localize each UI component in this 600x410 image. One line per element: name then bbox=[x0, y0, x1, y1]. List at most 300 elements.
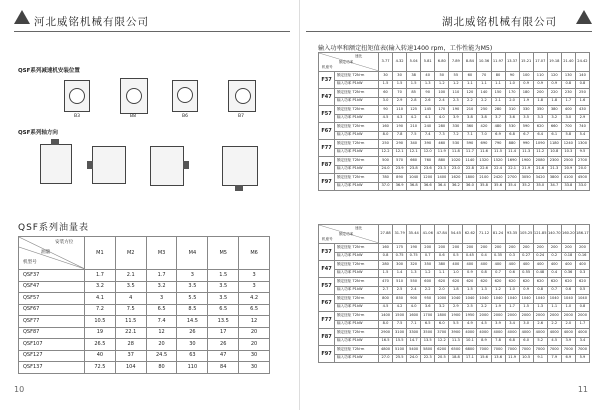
ratio-header: 8.84 bbox=[463, 53, 477, 72]
ratio-header: 15.21 bbox=[519, 53, 533, 72]
header-rule bbox=[14, 31, 290, 32]
oil-cell: 22.1 bbox=[115, 327, 146, 339]
oil-cell: 20 bbox=[239, 339, 270, 351]
power-cell: 10.8 bbox=[547, 148, 561, 157]
power-cell: 2.4 bbox=[435, 97, 449, 106]
power-cell: 2.0 bbox=[435, 286, 449, 295]
power-cell: 2.4 bbox=[407, 286, 421, 295]
power-cell: 620 bbox=[505, 278, 519, 287]
ratio-header: 11.97 bbox=[491, 53, 505, 72]
row-label: 额定扭矩 T2N·m bbox=[335, 261, 379, 270]
oil-cell: 13.5 bbox=[208, 316, 239, 328]
power-cell: 880 bbox=[505, 140, 519, 149]
power-cell: 1020 bbox=[449, 157, 463, 166]
row-label: 输入功率 P1kW bbox=[335, 303, 379, 312]
row-label: 额定扭矩 T2N·m bbox=[335, 174, 379, 183]
row-label: 额定扭矩 T2N·m bbox=[335, 106, 379, 115]
power-cell: 5.4 bbox=[575, 131, 589, 140]
power-cell: 400 bbox=[463, 261, 477, 270]
power-cell: 2.6 bbox=[421, 97, 435, 106]
company-name-right: 湖北威铭机械有限公司 bbox=[442, 16, 557, 28]
power-cell: 3.8 bbox=[463, 114, 477, 123]
power-cell: 3.5 bbox=[519, 114, 533, 123]
ratio-header: 31.79 bbox=[393, 225, 407, 244]
power-cell: 6.0 bbox=[435, 320, 449, 329]
oil-cell: 24.5 bbox=[146, 350, 177, 362]
power-cell: 0.8 bbox=[575, 80, 589, 89]
power-cell: 250 bbox=[477, 106, 491, 115]
power-cell: 1000 bbox=[435, 295, 449, 304]
power-cell: 1.0 bbox=[505, 80, 519, 89]
oil-table-header-row bbox=[19, 237, 270, 270]
power-cell: 2000 bbox=[505, 312, 519, 321]
power-header-row bbox=[319, 53, 590, 72]
power-cell: 5.8 bbox=[561, 131, 575, 140]
oil-cell: 2.1 bbox=[115, 270, 146, 282]
power-cell: 1.8 bbox=[533, 97, 547, 106]
power-cell: 890 bbox=[393, 174, 407, 183]
power-cell: 36.4 bbox=[435, 182, 449, 191]
ratio-header: 7.89 bbox=[449, 53, 463, 72]
power-cell: 21.6 bbox=[533, 165, 547, 174]
power-cell: 320 bbox=[407, 261, 421, 270]
power-cell: 12.1 bbox=[407, 148, 421, 157]
power-cell: 1.2 bbox=[421, 269, 435, 278]
power-cell: 2.7 bbox=[379, 286, 393, 295]
power-cell: 11.3 bbox=[449, 337, 463, 346]
power-cell: 200 bbox=[519, 244, 533, 253]
power-table-row bbox=[319, 131, 590, 140]
power-cell: 4.5 bbox=[379, 303, 393, 312]
row-label: 输入功率 P1kW bbox=[335, 97, 379, 106]
install-label: B8 bbox=[130, 114, 136, 119]
power-cell: 210 bbox=[407, 123, 421, 132]
power-table-row bbox=[319, 174, 590, 183]
oil-cell: 3.5 bbox=[208, 281, 239, 293]
oil-cell: 30 bbox=[177, 339, 208, 351]
power-cell: 60 bbox=[379, 89, 393, 98]
power-table-row bbox=[319, 114, 590, 123]
oil-cell: 1.7 bbox=[146, 270, 177, 282]
power-cell: 4500 bbox=[575, 174, 589, 183]
power-cell: 2.5 bbox=[393, 286, 407, 295]
power-cell: 530 bbox=[449, 140, 463, 149]
power-cell: 8.0 bbox=[379, 320, 393, 329]
power-cell: 1520 bbox=[491, 157, 505, 166]
ratio-header: 13.37 bbox=[505, 53, 519, 72]
power-cell: 2.0 bbox=[561, 320, 575, 329]
power-cell: 30 bbox=[393, 72, 407, 81]
oil-row-model: QSF37 bbox=[19, 270, 85, 282]
oil-cell: 8.5 bbox=[177, 304, 208, 316]
power-cell: 4.0 bbox=[435, 114, 449, 123]
frame-code: F37 bbox=[319, 72, 335, 89]
power-cell: 1.5 bbox=[379, 269, 393, 278]
row-label: 额定扭矩 T2N·m bbox=[335, 72, 379, 81]
oil-row-model: QSF87 bbox=[19, 327, 85, 339]
power-cell: 0.8 bbox=[477, 269, 491, 278]
install-section-title: QSF系列减速机安装位置 bbox=[18, 68, 80, 74]
ratio-header: 47.84 bbox=[435, 225, 449, 244]
power-cell: 0.4 bbox=[547, 269, 561, 278]
power-cell: 4000 bbox=[477, 329, 491, 338]
company-logo-icon bbox=[14, 10, 30, 24]
oil-table-row bbox=[19, 362, 270, 374]
power-cell: 20.9 bbox=[561, 165, 575, 174]
power-cell: 17.1 bbox=[463, 354, 477, 363]
power-cell: 0.75 bbox=[407, 252, 421, 261]
power-cell: 23.9 bbox=[393, 165, 407, 174]
install-figure-2 bbox=[120, 78, 148, 114]
power-cell: 1040 bbox=[561, 295, 575, 304]
power-cell: 380 bbox=[547, 106, 561, 115]
power-cell: 190 bbox=[393, 123, 407, 132]
power-cell: 950 bbox=[421, 295, 435, 304]
power-cell: 110 bbox=[533, 72, 547, 81]
power-cell: 12.2 bbox=[379, 148, 393, 157]
power-cell: 1.4 bbox=[393, 269, 407, 278]
power-cell: 850 bbox=[393, 295, 407, 304]
power-cell: 0.27 bbox=[519, 252, 533, 261]
power-cell: 160 bbox=[379, 244, 393, 253]
power-cell: 0.8 bbox=[561, 80, 575, 89]
frame-code: F87 bbox=[319, 329, 335, 346]
oil-row-model: QSF107 bbox=[19, 339, 85, 351]
oil-cell: 4.2 bbox=[239, 293, 270, 305]
oil-row-model: QSF57 bbox=[19, 293, 85, 305]
power-cell: 4.0 bbox=[407, 303, 421, 312]
oil-cell: 11.5 bbox=[115, 316, 146, 328]
ratio-header: 5.04 bbox=[407, 53, 421, 72]
power-cell: 4.1 bbox=[421, 114, 435, 123]
power-cell: 27.0 bbox=[379, 354, 393, 363]
power-cell: 1200 bbox=[421, 174, 435, 183]
power-cell: 790 bbox=[491, 140, 505, 149]
power-cell: 660 bbox=[407, 157, 421, 166]
power-cell: 3.9 bbox=[561, 337, 575, 346]
power-cell: 200 bbox=[477, 244, 491, 253]
power-cell: 1090 bbox=[533, 140, 547, 149]
power-cell: 1040 bbox=[533, 295, 547, 304]
power-cell: 4100 bbox=[561, 174, 575, 183]
row-label: 额定扭矩 T2N·m bbox=[335, 140, 379, 149]
power-cell: 2000 bbox=[477, 312, 491, 321]
power-cell: 33.8 bbox=[561, 182, 575, 191]
power-cell: 0.55 bbox=[519, 269, 533, 278]
ratio-header: 19.18 bbox=[547, 53, 561, 72]
oil-column-header: M5 bbox=[208, 237, 239, 270]
power-cell: 0.6 bbox=[561, 286, 575, 295]
power-cell: 36.9 bbox=[393, 182, 407, 191]
power-cell: 280 bbox=[379, 261, 393, 270]
power-table-row bbox=[319, 303, 590, 312]
power-cell: 3050 bbox=[519, 174, 533, 183]
power-cell: 4000 bbox=[519, 329, 533, 338]
power-table-row bbox=[319, 97, 590, 106]
power-cell: 2.5 bbox=[463, 303, 477, 312]
power-cell: 200 bbox=[449, 244, 463, 253]
power-cell: 420 bbox=[477, 123, 491, 132]
power-cell: 3500 bbox=[421, 329, 435, 338]
power-cell: 550 bbox=[407, 278, 421, 287]
oil-cell: 104 bbox=[115, 362, 146, 374]
power-cell: 590 bbox=[519, 123, 533, 132]
power-cell: 130 bbox=[561, 72, 575, 81]
power-cell: 6.8 bbox=[505, 131, 519, 140]
shaft-figure-1 bbox=[40, 144, 72, 184]
row-label: 额定扭矩 T2N·m bbox=[335, 89, 379, 98]
power-cell: 400 bbox=[519, 261, 533, 270]
power-cell: 1320 bbox=[477, 157, 491, 166]
power-cell: 0.8 bbox=[533, 286, 547, 295]
power-cell: 7.0 bbox=[477, 131, 491, 140]
power-table-row bbox=[319, 278, 590, 287]
power-cell: 14.7 bbox=[407, 337, 421, 346]
power-cell: 12.0 bbox=[421, 148, 435, 157]
power-cell: 0.36 bbox=[561, 269, 575, 278]
power-cell: 2000 bbox=[547, 312, 561, 321]
oil-table-row bbox=[19, 281, 270, 293]
power-cell: 0.45 bbox=[463, 252, 477, 261]
power-cell: 10.1 bbox=[463, 337, 477, 346]
power-cell: 180 bbox=[519, 89, 533, 98]
ratio-header: 71.12 bbox=[477, 225, 491, 244]
power-cell: 7.1 bbox=[407, 320, 421, 329]
power-table-row bbox=[319, 72, 590, 81]
install-figure-4 bbox=[228, 80, 256, 112]
power-cell: 200 bbox=[421, 244, 435, 253]
power-table-row bbox=[319, 329, 590, 338]
power-cell: 590 bbox=[463, 140, 477, 149]
oil-cell: 4.1 bbox=[85, 293, 116, 305]
power-cell: 1.5 bbox=[519, 303, 533, 312]
power-cell: 2.2 bbox=[477, 97, 491, 106]
power-cell: 0.9 bbox=[533, 80, 547, 89]
oil-cell: 26 bbox=[208, 339, 239, 351]
oil-cell: 1.5 bbox=[208, 270, 239, 282]
power-cell: 4.2 bbox=[393, 303, 407, 312]
power-cell: 430 bbox=[575, 106, 589, 115]
power-cell: 1.5 bbox=[393, 80, 407, 89]
ratio-header: 105.25 bbox=[519, 225, 533, 244]
power-cell: 6.1 bbox=[547, 131, 561, 140]
power-table-row bbox=[319, 337, 590, 346]
power-cell: 0.24 bbox=[533, 252, 547, 261]
power-cell: 1040 bbox=[463, 295, 477, 304]
power-cell: 350 bbox=[533, 106, 547, 115]
power-cell: 175 bbox=[393, 244, 407, 253]
frame-code: F57 bbox=[319, 106, 335, 123]
row-label: 额定扭矩 T2N·m bbox=[335, 346, 379, 355]
power-cell: 660 bbox=[547, 123, 561, 132]
power-cell: 10.3 bbox=[561, 148, 575, 157]
oil-table-row bbox=[19, 327, 270, 339]
ratio-header: 54.45 bbox=[449, 225, 463, 244]
power-cell: 2.2 bbox=[463, 97, 477, 106]
power-cell: 145 bbox=[421, 106, 435, 115]
power-cell: 350 bbox=[421, 261, 435, 270]
power-cell: 22.1 bbox=[505, 165, 519, 174]
power-cell: 1.7 bbox=[561, 97, 575, 106]
oil-cell: 80 bbox=[146, 362, 177, 374]
power-cell: 1690 bbox=[505, 157, 519, 166]
power-cell: 190 bbox=[407, 244, 421, 253]
power-cell: 2300 bbox=[547, 157, 561, 166]
power-cell: 200 bbox=[575, 244, 589, 253]
row-label: 输入功率 P1kW bbox=[335, 182, 379, 191]
frame-code: F67 bbox=[319, 295, 335, 312]
shaft-figure-4 bbox=[222, 146, 258, 186]
ratio-header: 81.24 bbox=[491, 225, 505, 244]
power-cell: 2000 bbox=[533, 312, 547, 321]
power-cell: 760 bbox=[421, 157, 435, 166]
power-cell: 200 bbox=[505, 244, 519, 253]
oil-row-model: QSF127 bbox=[19, 350, 85, 362]
power-cell: 4000 bbox=[561, 329, 575, 338]
power-cell: 1.1 bbox=[491, 80, 505, 89]
power-cell: 1040 bbox=[407, 174, 421, 183]
power-torque-table-2 bbox=[318, 224, 590, 363]
power-cell: 1400 bbox=[379, 312, 393, 321]
power-cell: 6.9 bbox=[491, 131, 505, 140]
power-cell: 7000 bbox=[491, 346, 505, 355]
oil-table-body bbox=[19, 270, 270, 374]
power-cell: 330 bbox=[519, 106, 533, 115]
power-cell: 11.6 bbox=[477, 148, 491, 157]
oil-cell: 19 bbox=[85, 327, 116, 339]
power-cell: 7.8 bbox=[491, 337, 505, 346]
power-cell: 24.0 bbox=[407, 354, 421, 363]
power-cell: 200 bbox=[491, 244, 505, 253]
power-cell: 22.4 bbox=[491, 165, 505, 174]
oil-table-row bbox=[19, 293, 270, 305]
power-cell: 2000 bbox=[575, 312, 589, 321]
power-cell: 85 bbox=[407, 89, 421, 98]
power-cell: 110 bbox=[393, 106, 407, 115]
power-cell: 620 bbox=[435, 278, 449, 287]
power-cell: 0.7 bbox=[491, 269, 505, 278]
power-cell: 2000 bbox=[491, 312, 505, 321]
power-cell: 35.0 bbox=[533, 182, 547, 191]
power-cell: 3.4 bbox=[505, 320, 519, 329]
power-cell: 2.2 bbox=[547, 320, 561, 329]
power-cell: 330 bbox=[449, 123, 463, 132]
power-cell: 3.8 bbox=[477, 114, 491, 123]
power-cell: 2000 bbox=[519, 312, 533, 321]
corner-label: 机座号 bbox=[322, 237, 333, 241]
install-figure-3 bbox=[172, 80, 198, 112]
ratio-header: 4.32 bbox=[393, 53, 407, 72]
power-table-row bbox=[319, 244, 590, 253]
power-cell: 1.7 bbox=[575, 320, 589, 329]
power-cell: 13.6 bbox=[491, 354, 505, 363]
power-cell: 21.3 bbox=[547, 165, 561, 174]
oil-cell: 3.2 bbox=[85, 281, 116, 293]
power-cell: 880 bbox=[435, 157, 449, 166]
oil-cell: 3.2 bbox=[146, 281, 177, 293]
oil-column-header: M1 bbox=[85, 237, 116, 270]
power-cell: 1620 bbox=[449, 174, 463, 183]
power-cell: 10.5 bbox=[519, 354, 533, 363]
power-cell: 36.0 bbox=[463, 182, 477, 191]
power-table-row bbox=[319, 286, 590, 295]
oil-table-title: QSF系列油量表 bbox=[18, 223, 89, 233]
power-cell: 620 bbox=[547, 278, 561, 287]
install-figure-1 bbox=[64, 80, 90, 112]
power-cell: 100 bbox=[435, 89, 449, 98]
ratio-header: 6.80 bbox=[435, 53, 449, 72]
power-cell: 0.5 bbox=[575, 286, 589, 295]
power-cell: 4000 bbox=[463, 329, 477, 338]
ratio-header: 41.06 bbox=[421, 225, 435, 244]
power-cell: 990 bbox=[519, 140, 533, 149]
power-cell: 0.5 bbox=[449, 252, 463, 261]
power-cell: 8.9 bbox=[477, 337, 491, 346]
power-cell: 5100 bbox=[393, 346, 407, 355]
shaft-figure-2 bbox=[92, 146, 126, 184]
power-cell: 200 bbox=[547, 244, 561, 253]
power-table-row bbox=[319, 80, 590, 89]
power-cell: 4000 bbox=[491, 329, 505, 338]
power-cell: 8.0 bbox=[379, 131, 393, 140]
power-cell: 2.2 bbox=[421, 286, 435, 295]
power-cell: 1.5 bbox=[407, 80, 421, 89]
power-cell: 21.9 bbox=[519, 165, 533, 174]
power-cell: 190 bbox=[449, 106, 463, 115]
power-cell: 1.8 bbox=[547, 97, 561, 106]
power-cell: 0.6 bbox=[505, 269, 519, 278]
power-cell: 600 bbox=[421, 278, 435, 287]
oil-table-row bbox=[19, 339, 270, 351]
power-cell: 0.6 bbox=[435, 252, 449, 261]
power-cell: 1.2 bbox=[435, 80, 449, 89]
power-cell: 200 bbox=[463, 244, 477, 253]
power-cell: 1.7 bbox=[505, 303, 519, 312]
frame-code: F47 bbox=[319, 89, 335, 106]
power-cell: 15.6 bbox=[477, 354, 491, 363]
power-cell: 22.8 bbox=[463, 165, 477, 174]
oil-table-row bbox=[19, 350, 270, 362]
power-cell: 1.3 bbox=[421, 80, 435, 89]
power-cell: 160 bbox=[379, 123, 393, 132]
power-cell: 3800 bbox=[547, 174, 561, 183]
power-table-corner bbox=[319, 53, 379, 72]
power-cell: 1.3 bbox=[477, 286, 491, 295]
oil-column-header: M6 bbox=[239, 237, 270, 270]
power-cell: 400 bbox=[575, 261, 589, 270]
power-cell: 390 bbox=[421, 140, 435, 149]
power-cell: 1400 bbox=[435, 174, 449, 183]
power-cell: 470 bbox=[379, 278, 393, 287]
power-cell: 170 bbox=[505, 89, 519, 98]
ratio-header: 35.44 bbox=[407, 225, 421, 244]
power-cell: 1040 bbox=[519, 295, 533, 304]
power-cell: 4.5 bbox=[477, 320, 491, 329]
oil-cell: 110 bbox=[177, 362, 208, 374]
power-cell: 3.3 bbox=[533, 114, 547, 123]
power-cell: 400 bbox=[491, 261, 505, 270]
power-cell: 3.0 bbox=[519, 320, 533, 329]
power-cell: 1500 bbox=[393, 312, 407, 321]
power-cell: 200 bbox=[533, 244, 547, 253]
power-cell: 480 bbox=[491, 123, 505, 132]
power-table-row bbox=[319, 312, 590, 321]
power-cell: 9.1 bbox=[533, 354, 547, 363]
ratio-header: 140.70 bbox=[547, 225, 561, 244]
power-cell: 2700 bbox=[575, 157, 589, 166]
page-number: 11 bbox=[577, 385, 588, 394]
power-cell: 36.2 bbox=[449, 182, 463, 191]
